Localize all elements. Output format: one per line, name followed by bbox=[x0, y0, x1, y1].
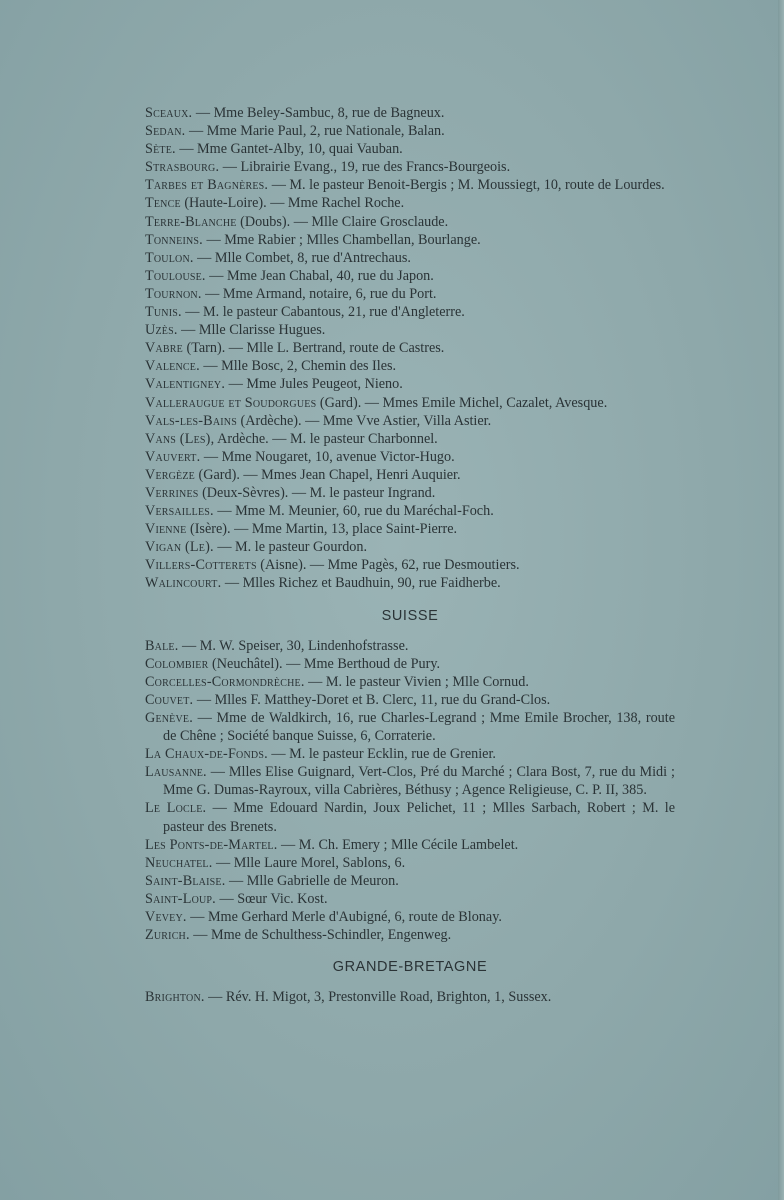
directory-entry bbox=[145, 988, 675, 1006]
section-heading-grande-bretagne: GRANDE-BRETAGNE bbox=[332, 959, 488, 976]
entry-city: Neuchatel. bbox=[145, 854, 213, 871]
entry-city: Vienne bbox=[145, 521, 187, 538]
entry-details: (Aisne). — Mme Pagès, 62, rue Desmoutiers. bbox=[256, 557, 520, 574]
entry-city: Saint-Blaise. bbox=[145, 872, 226, 889]
entry-details: — M. le pasteur Ecklin, rue de Grenier. bbox=[267, 746, 496, 763]
directory-entry bbox=[145, 249, 675, 267]
entry-details: — Mme de Waldkirch, 16, rue Charles-Legrand ; Mme Emile Brocher, 138, route de Chêne ; Société banque Suisse, 6, Corraterie. bbox=[163, 710, 675, 745]
directory-entry bbox=[145, 194, 675, 212]
entry-city: Vergèze bbox=[145, 466, 195, 483]
entry-details: (Tarn). — Mlle L. Bertrand, route de Castres. bbox=[182, 340, 445, 357]
entry-city: Genève. bbox=[145, 710, 193, 726]
directory-entry bbox=[145, 448, 675, 466]
directory-entry bbox=[145, 574, 675, 592]
entry-details: — Librairie Evang., 19, rue des Francs-Bourgeois. bbox=[219, 159, 511, 176]
entry-details: — M. Ch. Emery ; Mlle Cécile Lambelet. bbox=[277, 836, 519, 853]
directory-entry bbox=[145, 709, 675, 745]
entry-city: Brighton. bbox=[145, 989, 205, 1006]
directory-entry bbox=[145, 655, 675, 673]
entry-city: Valence. bbox=[145, 358, 200, 375]
entry-details: (Gard). — Mmes Emile Michel, Cazalet, Avesque. bbox=[316, 394, 608, 411]
directory-entry bbox=[145, 763, 675, 799]
suisse-section bbox=[145, 637, 675, 945]
entry-city: Versailles. bbox=[145, 503, 214, 520]
directory-entry bbox=[145, 158, 675, 176]
entry-city: Sceaux. bbox=[145, 105, 193, 121]
entry-details: — Mme Marie Paul, 2, rue Nationale, Balan. bbox=[185, 123, 445, 140]
directory-entry bbox=[145, 854, 675, 872]
directory-entry bbox=[145, 520, 675, 538]
page-edge bbox=[778, 0, 784, 1200]
entry-city: Le Locle. bbox=[145, 800, 207, 817]
entry-city: Saint-Loup. bbox=[145, 890, 216, 907]
entry-details: — Mlles Elise Guignard, Vert-Clos, Pré du Marché ; Clara Bost, 7, rue du Midi ; Mme G. Dumas-Rayroux, villa Cabrières, Béthusy ; Agence Religieuse, C. P. II, 385. bbox=[163, 764, 675, 799]
directory-list bbox=[145, 104, 675, 1006]
directory-entry bbox=[145, 926, 675, 944]
directory-entry bbox=[145, 267, 675, 285]
entry-details: — Mlle Combet, 8, rue d'Antrechaus. bbox=[193, 249, 411, 266]
entry-details: (Gard). — Mmes Jean Chapel, Henri Auquier. bbox=[194, 466, 461, 483]
entry-details: — Mlle Clarisse Hugues. bbox=[177, 322, 326, 339]
entry-details: Ardèche. — M. le pasteur Charbonnel. bbox=[214, 430, 438, 447]
entry-details: — M. le pasteur Gourdon. bbox=[213, 539, 368, 556]
entry-details: — Mlles F. Matthey-Doret et B. Clerc, 11, rue du Grand-Clos. bbox=[193, 691, 551, 708]
entry-details: — M. W. Speiser, 30, Lindenhofstrasse. bbox=[178, 637, 409, 654]
entry-details: — Mlle Gabrielle de Meuron. bbox=[225, 872, 399, 889]
entry-details: — M. le pasteur Cabantous, 21, rue d'Angleterre. bbox=[181, 304, 465, 321]
entry-details: (Doubs). — Mlle Claire Grosclaude. bbox=[236, 213, 449, 230]
entry-city: Toulon. bbox=[145, 249, 194, 266]
directory-entry bbox=[145, 637, 675, 655]
directory-entry bbox=[145, 872, 675, 890]
entry-details: (Neuchâtel). — Mme Berthoud de Pury. bbox=[208, 655, 441, 672]
entry-city: Tunis. bbox=[145, 304, 182, 321]
entry-details: — Mlles Richez et Baudhuin, 90, rue Faidherbe. bbox=[221, 575, 501, 592]
directory-entry bbox=[145, 321, 675, 339]
entry-city: Toulouse. bbox=[145, 267, 206, 284]
entry-city: Valentigney. bbox=[145, 376, 226, 393]
directory-entry bbox=[145, 412, 675, 430]
entry-city: Corcelles-Cormondrèche. bbox=[145, 673, 305, 690]
directory-entry bbox=[145, 484, 675, 502]
entry-details: — Mme Beley-Sambuc, 8, rue de Bagneux. bbox=[192, 105, 445, 121]
grande-bretagne-section bbox=[145, 988, 675, 1006]
entry-city: Vans (Les), bbox=[145, 430, 215, 447]
entry-city: Verrines bbox=[145, 484, 199, 501]
entry-details: — Mme Edouard Nardin, Joux Pelichet, 11 ; Mlles Sarbach, Robert ; M. le pasteur des Brenets. bbox=[163, 800, 676, 835]
directory-entry bbox=[145, 691, 675, 709]
entry-details: — Mlle Laure Morel, Sablons, 6. bbox=[212, 854, 406, 871]
entry-city: La Chaux-de-Fonds. bbox=[145, 746, 268, 763]
entry-city: Strasbourg. bbox=[145, 159, 220, 176]
entry-city: Walincourt. bbox=[145, 575, 222, 592]
entry-city: Bale. bbox=[145, 637, 179, 654]
entry-details: — Rév. H. Migot, 3, Prestonville Road, Brighton, 1, Sussex. bbox=[204, 989, 552, 1006]
directory-entry bbox=[145, 140, 675, 158]
entry-details: — Mlle Bosc, 2, Chemin des Iles. bbox=[199, 358, 397, 375]
entry-city: Uzès. bbox=[145, 322, 178, 339]
directory-entry bbox=[145, 556, 675, 574]
entry-city: Les Ponts-de-Martel. bbox=[145, 836, 278, 853]
entry-city: Sedan. bbox=[145, 123, 186, 140]
directory-entry bbox=[145, 430, 675, 448]
directory-entry bbox=[145, 231, 675, 249]
entry-details: (Ardèche). — Mme Vve Astier, Villa Astier. bbox=[236, 412, 492, 429]
entry-city: Vals-les-Bains bbox=[145, 412, 237, 429]
directory-entry bbox=[145, 908, 675, 926]
entry-details: — Mme Gantet-Alby, 10, quai Vauban. bbox=[175, 141, 403, 158]
france-section bbox=[145, 104, 675, 593]
directory-entry bbox=[145, 538, 675, 556]
entry-city: Valleraugue et Soudorgues bbox=[145, 394, 317, 411]
entry-city: Tournon. bbox=[145, 285, 202, 302]
directory-entry bbox=[145, 745, 675, 763]
entry-city: Villers-Cotterets bbox=[145, 557, 257, 574]
entry-city: Vauvert. bbox=[145, 448, 201, 465]
directory-entry bbox=[145, 375, 675, 393]
entry-city: Colombier bbox=[145, 655, 209, 672]
entry-city: Terre-Blanche bbox=[145, 213, 237, 230]
entry-city: Tence bbox=[145, 195, 181, 212]
entry-details: (Deux-Sèvres). — M. le pasteur Ingrand. bbox=[198, 484, 436, 501]
entry-city: Sète. bbox=[145, 141, 176, 158]
entry-city: Vabre bbox=[145, 340, 183, 357]
directory-entry bbox=[145, 357, 675, 375]
entry-details: — Mme Rabier ; Mlles Chambellan, Bourlange. bbox=[202, 231, 481, 248]
entry-details: — Mme Armand, notaire, 6, rue du Port. bbox=[201, 285, 437, 302]
entry-details: (Isère). — Mme Martin, 13, place Saint-Pierre. bbox=[186, 521, 458, 538]
entry-details: — Sœur Vic. Kost. bbox=[215, 890, 328, 907]
directory-entry bbox=[145, 394, 675, 412]
directory-entry bbox=[145, 176, 675, 194]
entry-city: Lausanne. bbox=[145, 764, 207, 781]
entry-city: Tarbes et Bagnères. bbox=[145, 177, 269, 194]
directory-entry bbox=[145, 339, 675, 357]
directory-entry bbox=[145, 466, 675, 484]
directory-entry bbox=[145, 890, 675, 908]
section-heading-suisse: SUISSE bbox=[381, 607, 439, 624]
directory-entry bbox=[145, 104, 675, 122]
entry-city: Zurich. bbox=[145, 927, 190, 944]
entry-details: — M. le pasteur Benoit-Bergis ; M. Moussiegt, 10, route de Lourdes. bbox=[268, 177, 665, 194]
directory-entry bbox=[145, 673, 675, 691]
entry-details: — M. le pasteur Vivien ; Mlle Cornud. bbox=[304, 673, 529, 690]
entry-details: (Haute-Loire). — Mme Rachel Roche. bbox=[180, 195, 405, 212]
directory-entry bbox=[145, 836, 675, 854]
directory-entry bbox=[145, 122, 675, 140]
entry-details: — Mme de Schulthess-Schindler, Engenweg. bbox=[189, 927, 452, 944]
entry-details: — Mme M. Meunier, 60, rue du Maréchal-Foch. bbox=[213, 503, 494, 520]
entry-city: Couvet. bbox=[145, 691, 194, 708]
entry-details: — Mme Jean Chabal, 40, rue du Japon. bbox=[205, 267, 434, 284]
directory-entry bbox=[145, 285, 675, 303]
directory-entry bbox=[145, 213, 675, 231]
entry-city: Vevey. bbox=[145, 909, 187, 926]
entry-details: — Mme Gerhard Merle d'Aubigné, 6, route de Blonay. bbox=[186, 909, 502, 926]
entry-details: — Mme Jules Peugeot, Nieno. bbox=[225, 376, 403, 393]
directory-entry bbox=[145, 502, 675, 520]
directory-entry bbox=[145, 799, 675, 835]
directory-entry bbox=[145, 303, 675, 321]
entry-details: — Mme Nougaret, 10, avenue Victor-Hugo. bbox=[200, 448, 455, 465]
entry-city: Vigan (Le). bbox=[145, 539, 214, 556]
entry-city: Tonneins. bbox=[145, 231, 203, 248]
